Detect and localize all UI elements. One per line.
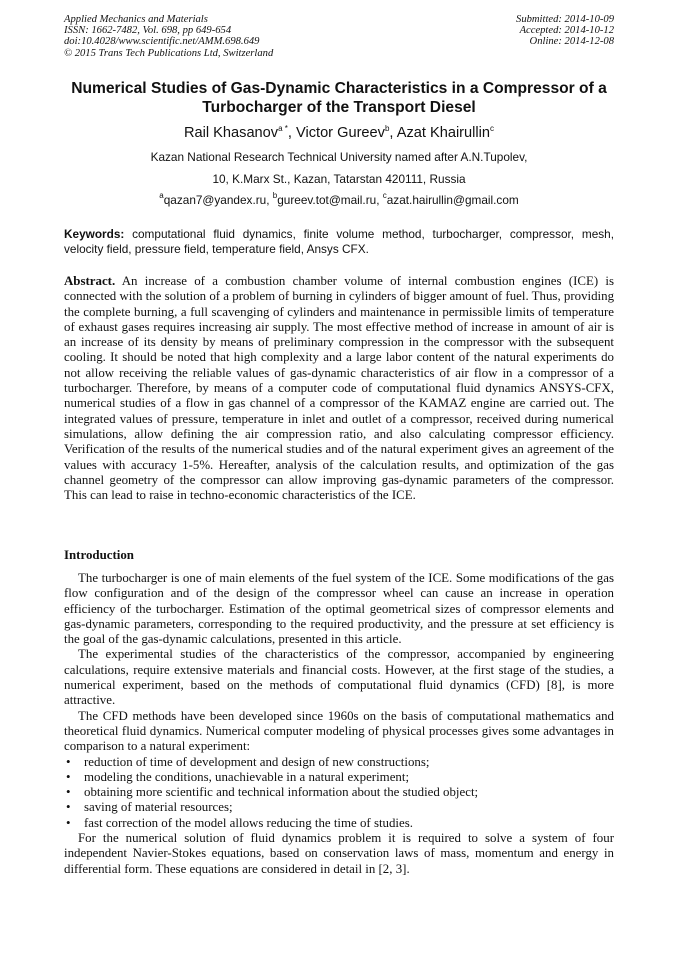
affiliation-line-1: Kazan National Research Technical University named after A.N.Tupolev, <box>150 150 528 164</box>
online-date: Online: 2014-12-08 <box>529 36 614 48</box>
author-mark: b <box>384 124 390 133</box>
list-item <box>64 816 614 831</box>
bullet-icon: • <box>66 800 71 815</box>
bullet-icon: • <box>66 815 71 830</box>
bullet-icon: • <box>66 754 71 769</box>
list-item-text: reduction of time of development and design of new constructions; <box>84 754 430 769</box>
author-name: Rail Khasanov <box>183 125 279 141</box>
journal-name: Applied Mechanics and Materials <box>64 14 208 25</box>
submitted-date: Submitted: 2014-10-09 <box>516 14 614 25</box>
list-item-text: saving of material resources; <box>84 800 233 815</box>
bullet-icon: • <box>66 785 71 800</box>
submission-dates <box>516 14 614 48</box>
keywords-text: computational fluid dynamics, finite volume method, turbocharger, compressor, mesh, velocity field, pressure field, temperature field, Ansys CFX. <box>64 227 614 256</box>
email-link[interactable]: azat.hairullin@gmail.com <box>386 193 519 207</box>
email-link[interactable]: gureev.tot@mail.ru, <box>277 193 383 207</box>
introduction-body <box>64 571 614 877</box>
author-name: Victor Gureev <box>296 125 385 141</box>
author-mark: a * <box>278 124 288 133</box>
journal-issn: ISSN: 1662-7482, Vol. 698, pp 649-654 <box>64 25 232 37</box>
paragraph: The CFD methods have been developed since 1960s on the basis of computational mathematics and theoretical fluid dynamics. Numerical computer modeling of physical processes gives some advantages in comparison to a natural experiment: <box>64 708 614 754</box>
author-emails <box>40 193 638 207</box>
list-item <box>64 785 614 800</box>
advantages-list <box>64 755 614 831</box>
bullet-icon: • <box>66 769 71 784</box>
author-separator: , <box>287 125 296 141</box>
email-link[interactable]: qazan7@yandex.ru, <box>163 193 273 207</box>
introduction-heading: Introduction <box>64 548 134 562</box>
abstract-label: Abstract. <box>64 274 116 288</box>
list-item <box>64 755 614 770</box>
paragraph: The experimental studies of the characteristics of the compressor, accompanied by engineering calculations, require extensive materials and financial costs. However, at the first stage of the studies, a numerical experiment, based on the methods of computational fluid dynamics (CFD) [8], is more attractive. <box>64 647 614 708</box>
accepted-date: Accepted: 2014-10-12 <box>519 25 614 37</box>
affiliation-line-2: 10, K.Marx St., Kazan, Tatarstan 420111, Russia <box>212 172 466 186</box>
paragraph: The turbocharger is one of main elements of the fuel system of the ICE. Some modifications of the gas flow configuration and of the design of the compressor wheel can cause an increase in operation efficiency of the turbocharger. Estimation of the optimal geometrical sizes of compressor elements and gas-dynamic parameters, corresponding to the required productivity, and the pressure at set efficiency is the goal of the gas-dynamic calculations, presented in this article. <box>64 571 614 647</box>
list-item-text: fast correction of the model allows reducing the time of studies. <box>84 815 413 830</box>
paper-title: Numerical Studies of Gas-Dynamic Characteristics in a Compressor of a Turbocharger of the Transport Diesel <box>71 80 607 116</box>
keywords-label: Keywords: <box>64 227 125 241</box>
list-item <box>64 770 614 785</box>
abstract-text: An increase of a combustion chamber volume of internal combustion engines (ICE) is connected with the solution of a problem of burning in cylinders of bigger amount of fuel. Thus, providing the complete burning, a full scavenging of cylinders and maintenance in permissible limits of temperature of exhaust gases requires increasing air supply. The most effective method of increase in amount of air is an increase of its density by means of preliminary compression in the compressor with the subsequent cooling. It should be noted that high complexity and a large labor content of the natural experiments do not allow receiving the reliable values of gas-dynamic characteristics of air flow in a compressor of a turbocharger. Therefore, by means of a computer code of computational fluid dynamics ANSYS-CFX, numerical studies of a flow in gas channel of a compressor of the KAMAZ engine are carried out. The integrated values of pressure, temperature in inlet and outlet of a compressor, received during numerical simulations, allow defining the air compression ratio, and also calculating compressor efficiency. Verification of the results of the numerical studies and of the natural experiment gives an agreement of the values with accuracy 1-5%. Hereafter, analysis of the calculation results, and optimization of the gas channel geometry of the compressor can allow improving gas-dynamic parameters of the compressor. This can lead to raise in techno-economic characteristics of the ICE. <box>64 274 615 503</box>
paragraph: For the numerical solution of fluid dynamics problem it is required to solve a system of four independent Navier-Stokes equations, based on conservation laws of mass, momentum and energy in differential form. These equations are considered in detail in [2, 3]. <box>64 831 614 876</box>
email-mark: b <box>272 191 278 200</box>
author-separator: , <box>389 125 397 141</box>
list-item-text: modeling the conditions, unachievable in a natural experiment; <box>84 769 410 784</box>
author-mark: c <box>490 124 495 133</box>
email-mark: a <box>159 191 164 200</box>
email-mark: c <box>382 191 387 200</box>
abstract-block <box>64 274 614 503</box>
keywords-block <box>64 227 614 256</box>
list-item <box>64 800 614 815</box>
author-name: Azat Khairullin <box>396 125 491 141</box>
list-item-text: obtaining more scientific and technical information about the studied object; <box>84 785 479 800</box>
journal-doi[interactable]: doi:10.4028/www.scientific.net/AMM.698.649 <box>64 36 260 48</box>
journal-copyright: © 2015 Trans Tech Publications Ltd, Switzerland <box>64 47 274 59</box>
author-list <box>40 124 638 142</box>
journal-info <box>64 14 273 59</box>
